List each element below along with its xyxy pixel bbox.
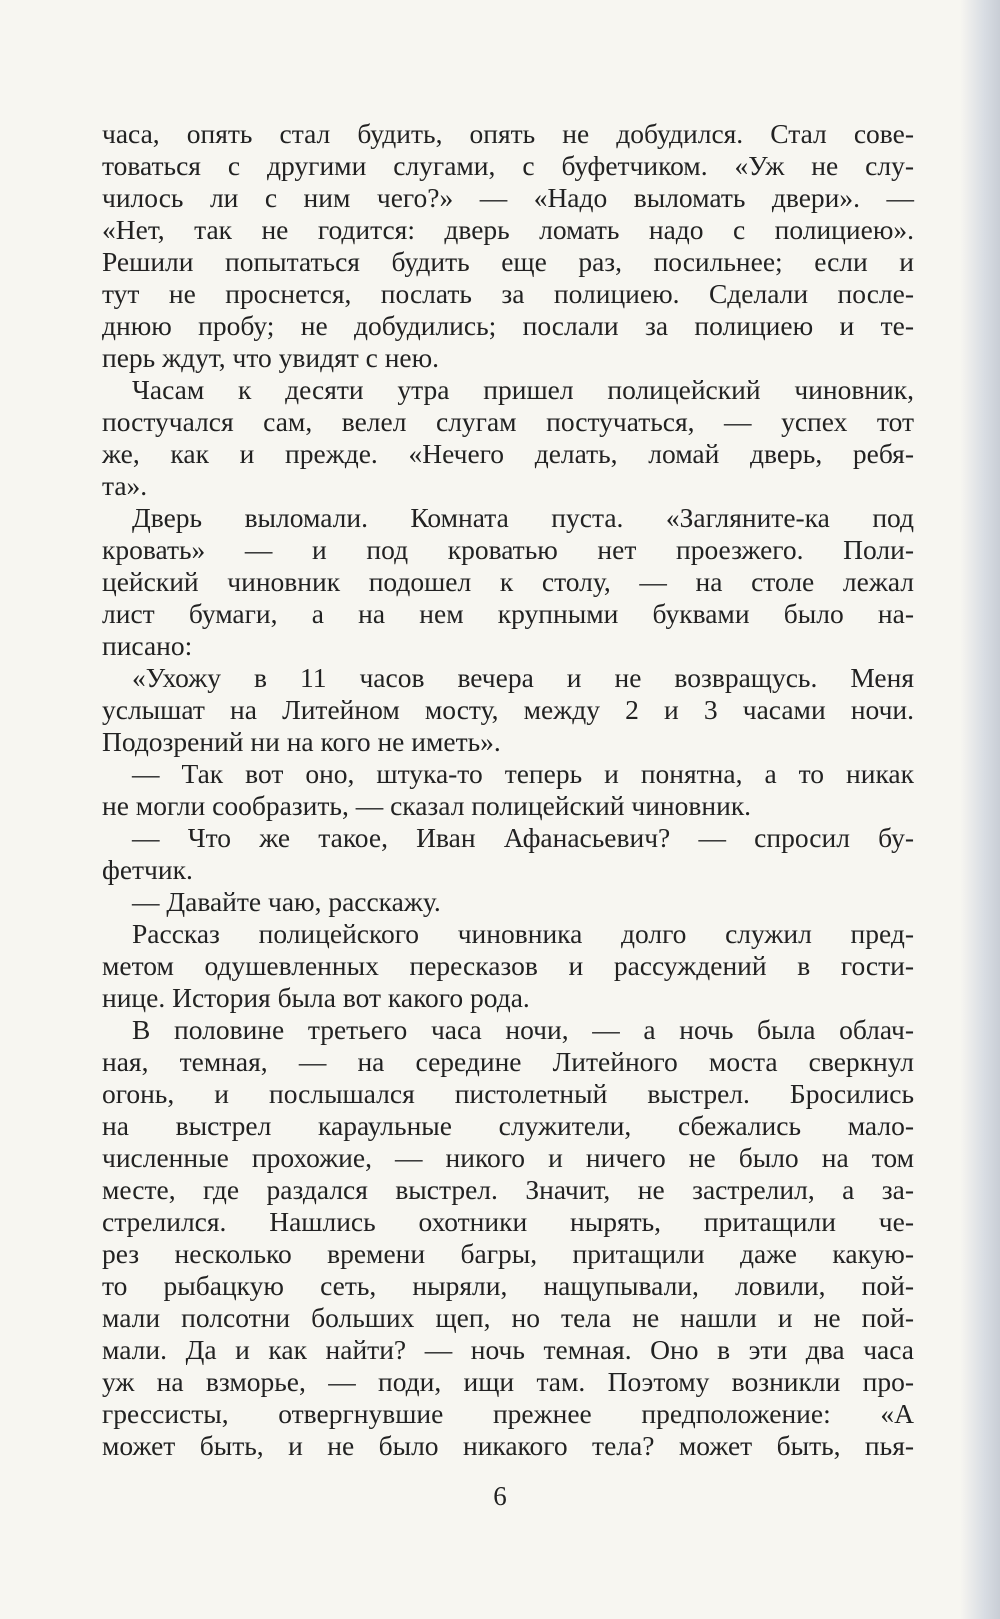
text-line: уж на взморье, — поди, ищи там. Поэтому возникли про- [102, 1366, 914, 1397]
body-text [102, 118, 914, 1462]
text-line: ная, темная, — на середине Литейного моста сверкнул [102, 1046, 914, 1077]
text-line: писано: [102, 630, 193, 661]
text-line: нице. История была вот какого рода. [102, 982, 530, 1013]
text-line: тут не проснется, послать за полициею. Сделали после- [102, 278, 914, 309]
text-line: — Что же такое, Иван Афанасьевич? — спросил бу- [132, 822, 914, 853]
text-line: огонь, и послышался пистолетный выстрел. Бросились [102, 1078, 914, 1109]
text-line: может быть, и не было никакого тела? может быть, пья- [102, 1430, 914, 1461]
text-line: же, как и прежде. «Нечего делать, ломай дверь, ребя- [102, 438, 914, 469]
text-line: В половине третьего часа ночи, — а ночь была облач- [132, 1014, 914, 1045]
text-line: Решили попытаться будить еще раз, посильнее; если и [102, 246, 914, 277]
text-line: «Ухожу в 11 часов вечера и не возвращусь. Меня [132, 662, 914, 693]
text-line: рез несколько времени багры, притащили даже какую- [102, 1238, 914, 1269]
text-line: чилось ли с ним чего?» — «Надо выломать двери». — [102, 182, 914, 213]
text-line: перь ждут, что увидят с нею. [102, 342, 440, 373]
page-number: 6 [493, 1481, 507, 1511]
text-line: кровать» — и под кроватью нет проезжего. Поли- [102, 534, 914, 565]
text-line: «Нет, так не годится: дверь ломать надо с полициею». [102, 214, 914, 245]
text-line: — Так вот оно, штука-то теперь и понятна, а то никак [132, 758, 914, 789]
text-line: мали полсотни больших щеп, но тела не нашли и не пой- [102, 1302, 914, 1333]
text-line: товаться с другими слугами, с буфетчиком. «Уж не слу- [102, 150, 914, 181]
text-line: днюю пробу; не добудились; послали за полициею и те- [102, 310, 914, 341]
text-line: лист бумаги, а на нем крупными буквами было на- [102, 598, 914, 629]
text-line: метом одушевленных пересказов и рассуждений в гости- [102, 950, 914, 981]
text-line: фетчик. [102, 854, 193, 885]
text-line: услышат на Литейном мосту, между 2 и 3 часами ночи. [102, 694, 914, 725]
text-line: часа, опять стал будить, опять не добудился. Стал сове- [102, 118, 914, 149]
text-line: Часам к десяти утра пришел полицейский чиновник, [132, 374, 914, 405]
text-line: мали. Да и как найти? — ночь темная. Оно в эти два часа [102, 1334, 914, 1365]
text-line: цейский чиновник подошел к столу, — на столе лежал [102, 566, 914, 597]
text-line: численные прохожие, — никого и ничего не было на том [102, 1142, 914, 1173]
text-line: Рассказ полицейского чиновника долго служил пред- [132, 918, 914, 949]
text-line: грессисты, отвергнувшие прежнее предположение: «А [102, 1398, 914, 1429]
text-line: на выстрел караульные служители, сбежались мало- [102, 1110, 914, 1141]
text-line: Подозрений ни на кого не иметь». [102, 726, 501, 757]
text-line: постучался сам, велел слугам постучаться, — успех тот [102, 406, 914, 437]
text-line: та». [102, 470, 148, 501]
text-line: месте, где раздался выстрел. Значит, не застрелил, а за- [102, 1174, 914, 1205]
text-line: стрелился. Нашлись охотники нырять, притащили че- [102, 1206, 914, 1237]
text-line: то рыбацкую сеть, ныряли, нащупывали, ловили, пой- [102, 1270, 914, 1301]
text-line: Дверь выломали. Комната пуста. «Загляните-ка под [132, 502, 914, 533]
page-edge-shadow [960, 0, 1000, 1619]
text-line: — Давайте чаю, расскажу. [132, 886, 441, 917]
text-line: не могли сообразить, — сказал полицейский чиновник. [102, 790, 752, 821]
